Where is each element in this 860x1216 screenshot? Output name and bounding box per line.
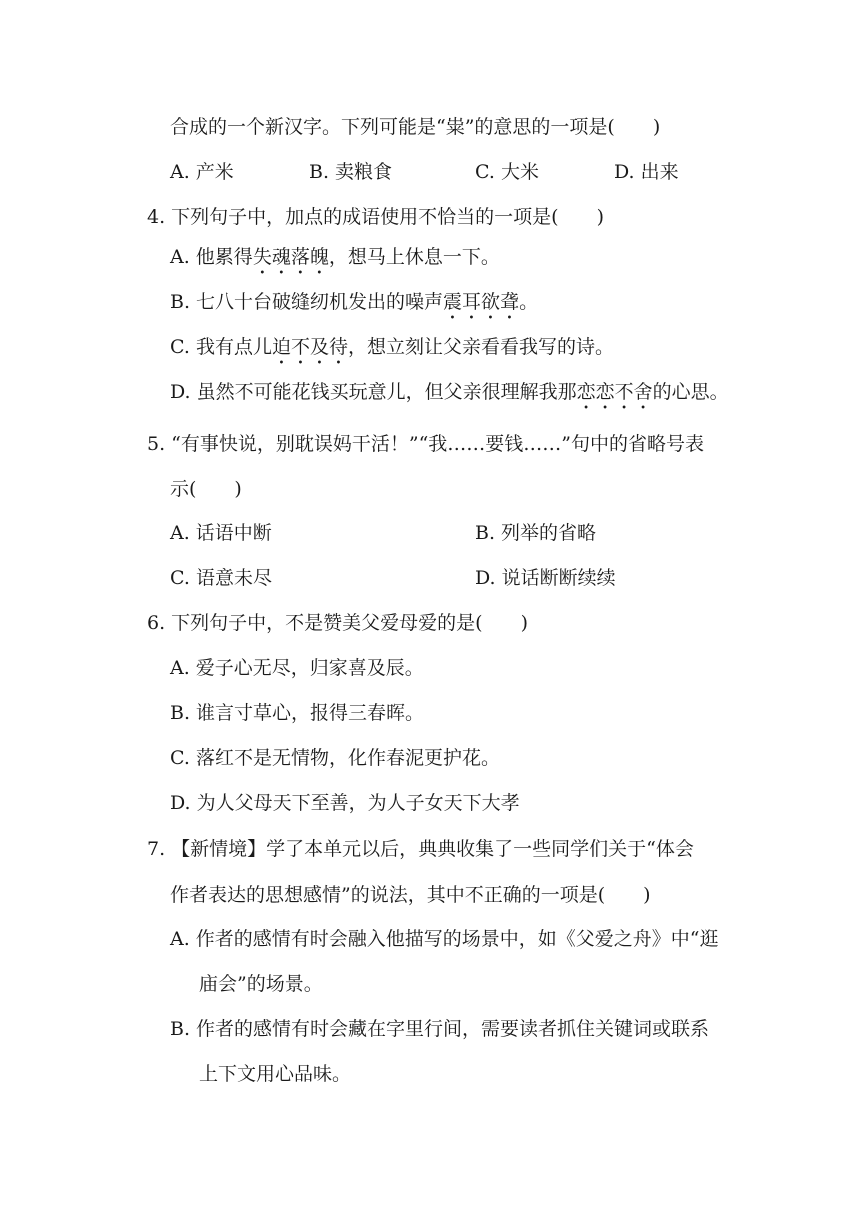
q4-option-b-suffix: 。 <box>519 291 539 313</box>
q6-option-b: B. 谁言寸草心，报得三春晖。 <box>170 702 425 724</box>
q3-option-c: C. 大米 <box>475 161 539 183</box>
q4-option-b <box>170 290 538 324</box>
q6-option-a: A. 爱子心无尽，归家喜及辰。 <box>170 657 424 679</box>
q4-option-c <box>170 335 614 369</box>
q3-option-b: B. 卖粮食 <box>309 161 393 183</box>
q4-option-b-prefix: B. 七八十台破缝纫机发出的噪声 <box>170 291 444 313</box>
q4-option-a-suffix: ，想马上休息一下。 <box>328 246 500 268</box>
q6-option-c: C. 落红不是无情物，化作春泥更护花。 <box>170 747 500 769</box>
q7-option-a-line2: 庙会”的场景。 <box>199 973 323 995</box>
q7-stem-line2: 作者表达的思想感情”的说法，其中不正确的一项是( ) <box>170 884 651 906</box>
q4-option-d-dotted-idiom: 恋恋不舍 <box>576 381 653 403</box>
q5-stem-line2: 示( ) <box>170 478 242 500</box>
q3-option-d: D. 出来 <box>614 161 679 183</box>
q5-option-d: D. 说话断断续续 <box>475 567 616 589</box>
q7-stem-line1: 7. 【新情境】学了本单元以后，典典收集了一些同学们关于“体会 <box>147 838 694 860</box>
q5-stem-line1: 5. “有事快说，别耽误妈干活！”“我……要钱……”句中的省略号表 <box>147 433 705 455</box>
q4-stem: 4. 下列句子中，加点的成语使用不恰当的一项是( ) <box>147 206 604 228</box>
q4-option-d <box>170 380 729 414</box>
q4-option-c-suffix: ，想立刻让父亲看看我写的诗。 <box>347 336 614 358</box>
q5-option-a: A. 话语中断 <box>170 522 272 544</box>
q7-option-a-line1: A. 作者的感情有时会融入他描写的场景中，如《父爱之舟》中“逛 <box>170 928 719 950</box>
q7-option-b-line2: 上下文用心品味。 <box>199 1063 352 1085</box>
q3-stem-continuation: 合成的一个新汉字。下列可能是“粜”的意思的一项是( ) <box>170 116 661 138</box>
q4-option-c-prefix: C. 我有点儿 <box>170 336 272 358</box>
q4-option-a-dotted-idiom: 失魂落魄 <box>252 246 329 268</box>
q6-option-d: D. 为人父母天下至善，为人子女天下大孝 <box>170 792 520 814</box>
q4-option-d-suffix: 的心思。 <box>652 381 729 403</box>
q5-option-c: C. 语意未尽 <box>170 567 272 589</box>
q5-option-b: B. 列举的省略 <box>475 522 597 544</box>
q6-stem: 6. 下列句子中，不是赞美父爱母爱的是( ) <box>147 612 528 634</box>
q3-option-a: A. 产米 <box>170 161 234 183</box>
q4-option-a-prefix: A. 他累得 <box>170 246 253 268</box>
q7-option-b-line1: B. 作者的感情有时会藏在字里行间，需要读者抓住关键词或联系 <box>170 1018 710 1040</box>
q4-option-d-prefix: D. 虽然不可能花钱买玩意儿，但父亲很理解我那 <box>170 381 577 403</box>
q4-option-c-dotted-idiom: 迫不及待 <box>271 336 348 358</box>
q4-option-b-dotted-idiom: 震耳欲聋 <box>443 291 520 313</box>
q4-option-a <box>170 245 500 279</box>
